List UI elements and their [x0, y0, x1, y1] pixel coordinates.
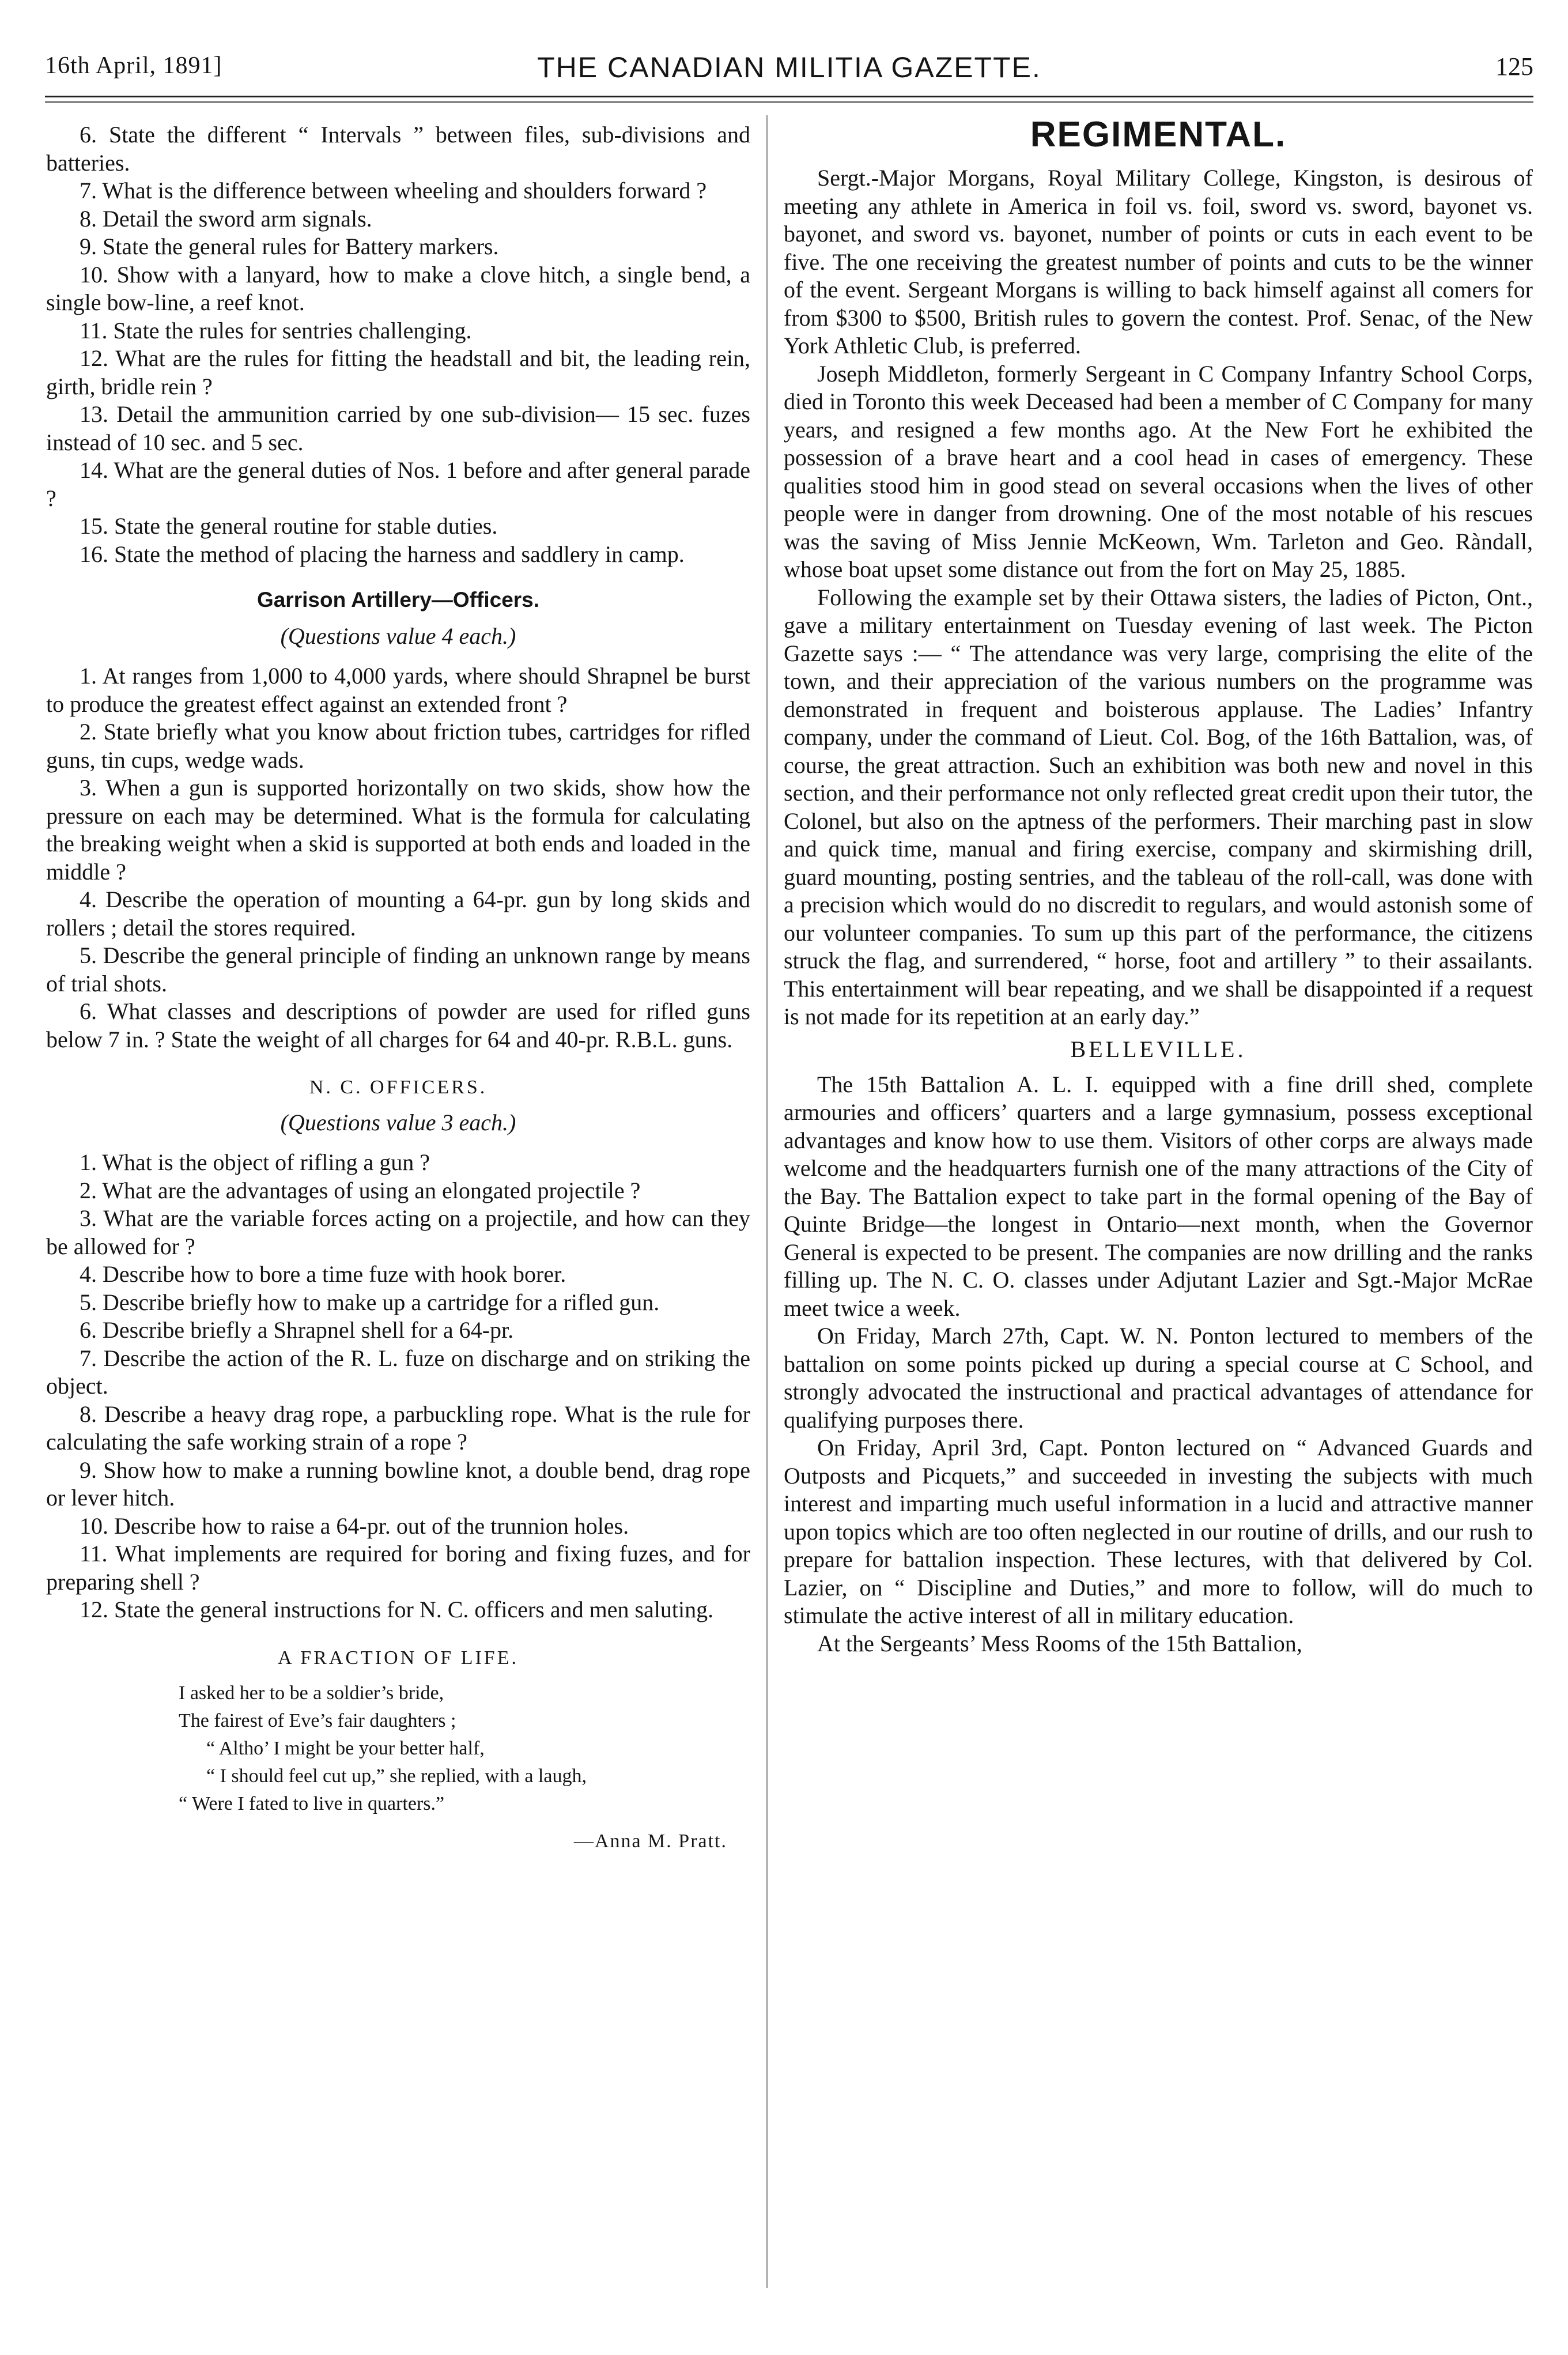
question-item: 1. What is the object of rifling a gun ?: [80, 1149, 430, 1175]
question-item: 13. Detail the ammunition carried by one sub-division— 15 sec. fuzes instead of 10 sec. and 5 sec.: [46, 401, 750, 455]
question-item: 7. Describe the action of the R. L. fuze on discharge and on striking the object.: [46, 1345, 750, 1399]
garrison-heading: Garrison Artillery—Officers.: [256, 588, 540, 612]
article-paragraph: Following the example set by their Ottawa sisters, the ladies of Picton, Ont., gave a military entertainment on Tuesday evening of last week. The Picton Gazette says :— “ The attendance was very large, comprising the elite of the town, and their appreciation of the various numbers on the programme was demonstrated in frequent and boisterous applause. The Ladies’ Infantry company, under the command of Lieut. Col. Bog, of the 16th Battalion, was, of course, the great attraction. Such an exhibition was both new and novel in this section, and their performance not only reflected great credit upon their tutor, the Colonel, but also on the aptness of the performers. Their marching past in slow and quick time, manual and firing exercise, company and skirmishing drill, guard mounting, posting sentries, and the tableau of the roll-call, was done with a precision which would do no discredit to regulars, and would astonish some of our volunteer companies. To sum up this part of the performance, the citizens struck the flag, and surrendered, “ horse, foot and artillery ” to their assailants. This entertainment will bear repeating, and we shall be disappointed if a request is not made for its repetition at an early day.”: [784, 584, 1533, 1029]
article-paragraph: The 15th Battalion A. L. I. equipped with a fine drill shed, complete armouries and officers’ quarters and a large gymnasium, possess exceptional advantages and know how to use them. Visitors of other corps are always made welcome and the headquarters furnish one of the many attractions of the City of the Bay. The Battalion expect to take part in the formal opening of the Bay of Quinte Bridge—the longest in Ontario—next month, when the Governor General is expected to be present. The companies are now drilling and the ranks filling up. The N. C. O. classes under Adjutant Lazier and Sgt.-Major McRae meet twice a week.: [784, 1071, 1533, 1321]
garrison-note: (Questions value 4 each.): [280, 623, 516, 649]
question-item: 8. Describe a heavy drag rope, a parbuckling rope. What is the rule for calculating the safe working strain of a rope ?: [46, 1401, 750, 1455]
question-item: 12. What are the rules for fitting the headstall and bit, the leading rein, girth, bridle rein ?: [46, 345, 750, 399]
question-item: 7. What is the difference between wheeling and shoulders forward ?: [80, 178, 707, 203]
article-paragraph: On Friday, March 27th, Capt. W. N. Ponton lectured to members of the battalion on some points picked up during a special course at C School, and strongly advocated the instructional and practical advantages of attendance for qualifying purposes there.: [784, 1323, 1533, 1433]
poem-heading: A FRACTION OF LIFE.: [278, 1647, 519, 1669]
article-paragraph: Sergt.-Major Morgans, Royal Military College, Kingston, is desirous of meeting any athlete in America in foil vs. foil, sword vs. sword, bayonet vs. bayonet, and sword vs. bayonet, number of points or cuts in each event to be five. The one receiving the greatest number of points and cuts to be the winner of the event. Sergeant Morgans is willing to back himself against all comers for from $300 to $500, British rules to govern the contest. Prof. Senac, of the New York Athletic Club, is preferred.: [784, 165, 1533, 358]
questions-top: [46, 121, 750, 568]
poem-line: I asked her to be a soldier’s bride,: [179, 1682, 444, 1704]
poem-author: —Anna M. Pratt.: [573, 1830, 727, 1852]
garrison-questions: [46, 662, 750, 1054]
question-item: 4. Describe how to bore a time fuze with hook borer.: [80, 1261, 566, 1287]
regimental-heading: REGIMENTAL.: [1030, 115, 1287, 154]
question-item: 5. Describe briefly how to make up a cartridge for a rifled gun.: [80, 1289, 660, 1315]
page-number: 125: [1495, 52, 1533, 81]
poem-line: “ I should feel cut up,” she replied, with a laugh,: [206, 1765, 587, 1787]
question-item: 16. State the method of placing the harness and saddlery in camp.: [80, 541, 685, 567]
question-item: 2. What are the advantages of using an elongated projectile ?: [80, 1177, 641, 1203]
question-item: 9. Show how to make a running bowline knot, a double bend, drag rope or lever hitch.: [46, 1456, 750, 1511]
nco-note: (Questions value 3 each.): [280, 1109, 516, 1135]
question-item: 8. Detail the sword arm signals.: [80, 205, 372, 232]
header-rule: [45, 96, 1533, 97]
left-column: [46, 121, 750, 1852]
article-paragraph: Joseph Middleton, formerly Sergeant in C Company Infantry School Corps, died in Toronto this week Deceased had been a member of C Company for many years, and resigned a few months ago. At the New Fort he exhibited the possession of a brave heart and a cool head in cases of emergency. These qualities stood him in good stead on several occasions when the lives of other people were in danger from drowning. One of the most notable of his rescues was the saving of Miss Jennie McKeown, Wm. Tarleton and Geo. Ràndall, whose boat upset some distance out from the fort on May 25, 1885.: [784, 360, 1533, 582]
poem-line: “ Altho’ I might be your better half,: [206, 1737, 485, 1759]
question-item: 9. State the general rules for Battery markers.: [80, 233, 499, 259]
question-item: 3. When a gun is supported horizontally on two skids, show how the pressure on each may be determined. What is the formula for calculating the breaking weight when a skid is supported at both ends and loaded in the middle ?: [46, 775, 750, 885]
belleville-heading: BELLEVILLE.: [1070, 1036, 1246, 1062]
question-item: 3. What are the variable forces acting on a projectile, and how can they be allowed for ?: [46, 1205, 750, 1259]
question-item: 2. State briefly what you know about friction tubes, cartridges for rifled guns, tin cups, wedge wads.: [46, 719, 750, 773]
question-item: 10. Show with a lanyard, how to make a clove hitch, a single bend, a single bow-line, a reef knot.: [46, 261, 750, 315]
question-item: 4. Describe the operation of mounting a 64-pr. gun by long skids and rollers ; detail the stores required.: [46, 886, 750, 941]
question-item: 5. Describe the general principle of finding an unknown range by means of trial shots.: [46, 942, 750, 997]
publication-title: THE CANADIAN MILITIA GAZETTE.: [537, 51, 1041, 84]
poem-body: [179, 1680, 750, 1818]
question-item: 10. Describe how to raise a 64-pr. out of the trunnion holes.: [80, 1512, 629, 1539]
article-paragraph: On Friday, April 3rd, Capt. Ponton lectured on “ Advanced Guards and Outposts and Picquets,” and succeeded in investing the subjects with much interest and imparting much useful information in a lucid and attractive manner upon topics which are too often neglected in our routine of drills, and our rush to prepare for battalion inspection. These lectures, with that delivered by Col. Lazier, on “ Discipline and Duties,” and more to follow, will do much to stimulate the active interest of all in military education.: [784, 1435, 1533, 1628]
right-column: [784, 115, 1533, 1658]
question-item: 11. State the rules for sentries challenging.: [80, 317, 472, 344]
question-item: 6. State the different “ Intervals ” between files, sub-divisions and batteries.: [46, 122, 750, 176]
page-header: [45, 52, 1533, 98]
header-rule-lower: [45, 101, 1533, 103]
column-divider: [766, 115, 768, 2288]
nco-heading: N. C. OFFICERS.: [309, 1077, 488, 1098]
question-item: 12. State the general instructions for N. C. officers and men saluting.: [80, 1597, 714, 1622]
question-item: 6. Describe briefly a Shrapnel shell for a 64-pr.: [80, 1317, 514, 1343]
poem-line: The fairest of Eve’s fair daughters ;: [179, 1709, 456, 1731]
question-item: 15. State the general routine for stable duties.: [80, 513, 498, 539]
question-item: 14. What are the general duties of Nos. 1 before and after general parade ?: [46, 457, 750, 511]
issue-date: 16th April, 1891]: [45, 52, 222, 79]
nco-questions: [46, 1149, 750, 1624]
poem-line: “ Were I fated to live in quarters.”: [179, 1792, 445, 1814]
question-item: 6. What classes and descriptions of powder are used for rifled guns below 7 in. ? State the weight of all charges for 64 and 40-pr. R.B.L. guns.: [46, 998, 750, 1052]
question-item: 11. What implements are required for boring and fixing fuzes, and for preparing shell ?: [46, 1541, 750, 1595]
question-item: 1. At ranges from 1,000 to 4,000 yards, where should Shrapnel be burst to produce the greatest effect against an extended front ?: [46, 663, 750, 717]
article-paragraph: At the Sergeants’ Mess Rooms of the 15th Battalion,: [817, 1630, 1302, 1656]
